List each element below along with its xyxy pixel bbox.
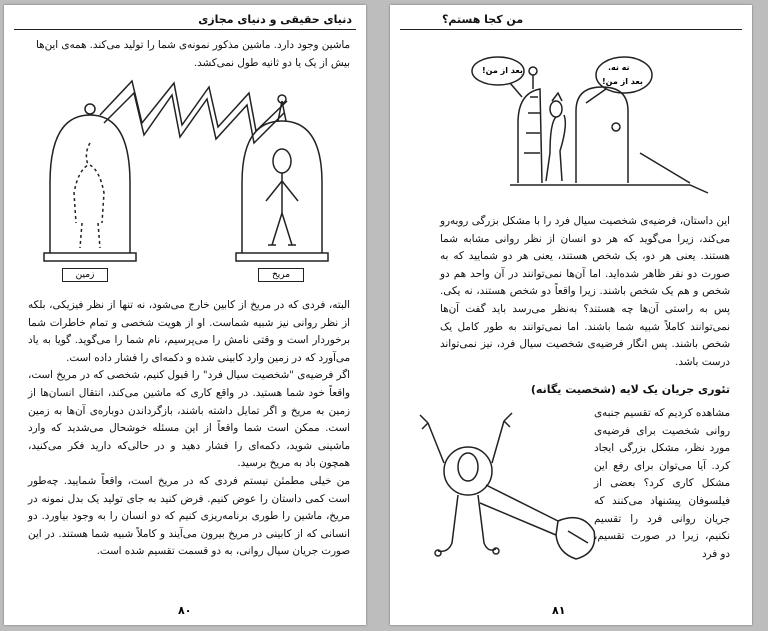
section-text: مشاهده کردیم که تقسیم جنبه‌ی روانی شخصیت برای فرضیه‌ی مورد نظر، مشکل بزرگی ایجاد کرد. آیا می‌توان برای رفع این مشکل کاری کرد؟ بعضی از فیلسوفان پیشنهاد می‌کنند که جریان روانی فرد را تقسیم نکنیم، زیرا در صورت تقسیم، دو فرد	[594, 407, 730, 560]
header-rule	[400, 29, 742, 30]
speech-bubble: نه نه.	[608, 63, 630, 72]
earth-label: زمین	[62, 268, 108, 282]
paragraph-intro: ماشین وجود دارد. ماشین مذکور نمونه‌ی شما را تولید می‌کند. همه‌ی این‌ها بیش از یک یا دو ثانیه طول نمی‌کشد.	[36, 39, 350, 69]
body-text: این داستان، فرضیه‌ی شخصیت سیال فرد را با مشکل بزرگی روبه‌رو می‌کند، زیرا می‌گوید که هر دو انسان از نظر روانی مشابه شما هستند. یعنی هر دو، یک شخص هستند، یعنی هر دو شمایید که به صورت دو نفر ظاهر شده‌اید. اما آن‌ها نمی‌توانند در آن واحد هم دو شخص و هم یک شخص باشند. زیرا واقعاً دو شخص هستند، نه یکی. پس به راستی آن‌ها چه هستند؟ به‌نظر می‌رسد باید گفت آن‌ها نمی‌توانند کاملاً شبیه شما باشند. اما نمی‌توانند به طور کامل یک شخص باشند. پس انگار فرضیه‌ی شخصیت سیال فرد، نیز نمی‌تواند درست باشد.	[440, 215, 730, 368]
page-number: ۸۰	[178, 604, 192, 617]
paragraph: من خیلی مطمئن نیستم فردی که در مریخ است، واقعاً شمایید. چه‌طور است کمی داستان را عوض کنیم. فرض کنید به جای تولید یک بدل نمونه در مریخ، ماشین را طوری برنامه‌ریزی کنیم که دو انسان را به وجود بیاورد. دو انسانی که از کابینی در مریخ بیرون می‌آیند و کاملاً شبیه شما هستند. در این صورت جریان سیال روانی، به دو قسمت تقسیم شده است.	[28, 474, 350, 558]
left-page	[4, 5, 366, 625]
speech-bubble: بعد از من!	[482, 66, 523, 75]
teleport-illustration	[4, 73, 366, 288]
header-rule	[14, 29, 356, 30]
speech-bubble: بعد از من!	[602, 77, 643, 86]
page-number: ۸۱	[552, 604, 566, 617]
paragraph: اگر فرضیه‌ی "شخصیت سیال فرد" را قبول کنیم، شخصی که در مریخ است، واقعاً خود شما هستید. در واقع کاری که ماشین می‌کند، انتقال انسان‌ها از زمین به مریخ و اگر تمایل داشته باشند، بازگرداندن دوباره‌ی آن‌ها به زمین است. ممکن است شما واقعاً از این مسئله خوشحال می‌شدید که وارد ماشینی شوید، دکمه‌ای را فشار دهید و در حالی‌که دارید فکر می‌کنید، همچون باد به مریخ برسید.	[28, 369, 350, 470]
page-header: من کجا هستم؟	[442, 13, 524, 26]
paragraph: البته، فردی که در مریخ از کابین خارج می‌شود، نه تنها از نظر فیزیکی، بلکه از نظر روانی نیز شبیه شماست. او از هویت شخصی و تمام خاطرات شما برخوردار است و وقتی نامش را می‌پرسیم، نام شما را می‌گوید. گویا به یاد می‌آورد که در زمین وارد کابینی شده و دکمه‌ای را فشار داده است.	[28, 299, 350, 364]
page-header: دنیای حقیقی و دنیای مجازی	[198, 13, 352, 26]
right-page	[390, 5, 752, 625]
section-title: تئوری جریان یک لایه (شخصیت یگانه)	[530, 383, 730, 396]
brain-cable-illustration	[408, 403, 608, 583]
body-text	[28, 297, 350, 561]
cabin-illustration	[390, 33, 752, 203]
mars-label: مریخ	[258, 268, 304, 282]
